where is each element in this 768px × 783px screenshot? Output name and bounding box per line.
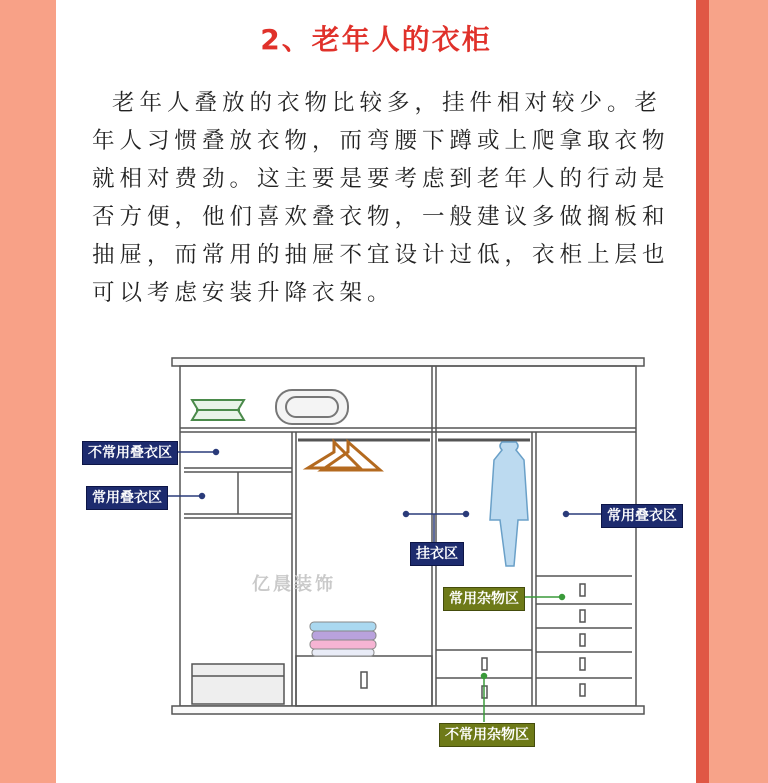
content-card <box>56 0 696 783</box>
rolled-towels <box>276 390 348 424</box>
right-red-stripe <box>696 0 709 783</box>
watermark: 亿晨装饰 <box>252 574 336 595</box>
section-paragraph: 老年人叠放的衣物比较多，挂件相对较少。老年人习惯叠放衣物，而弯腰下蹲或上爬拿取衣物就相对费劲。这主要是要考虑到老年人的行动是否方便，他们喜欢叠衣物，一般建议多做搁板和抽屉，而常用的抽屉不宜设计过低，衣柜上层也可以考虑安装升降衣架。 <box>92 90 670 306</box>
folded-clothes-stack <box>310 622 376 656</box>
hanging-shirt-icon <box>490 442 528 566</box>
wardrobe-diagram <box>56 0 696 783</box>
pull-out-basket <box>192 664 284 704</box>
label-rare-fold-zone: 不常用叠衣区 <box>82 441 178 465</box>
folded-clothes-green <box>192 400 244 420</box>
label-common-fold-zone-right: 常用叠衣区 <box>601 504 683 528</box>
right-decor-band <box>709 0 768 783</box>
cabinet-frame <box>180 366 636 706</box>
label-common-fold-zone-left: 常用叠衣区 <box>86 486 168 510</box>
center-drawer <box>296 656 432 706</box>
label-common-misc-zone: 常用杂物区 <box>443 587 525 611</box>
left-decor-band <box>0 0 56 783</box>
top-board <box>172 358 644 366</box>
hanger-icon <box>308 442 380 470</box>
label-hanging-zone: 挂衣区 <box>410 542 464 566</box>
label-rare-misc-zone: 不常用杂物区 <box>439 723 535 747</box>
section-heading: 2、老年人的衣柜 <box>260 23 492 56</box>
base-board <box>172 706 644 714</box>
